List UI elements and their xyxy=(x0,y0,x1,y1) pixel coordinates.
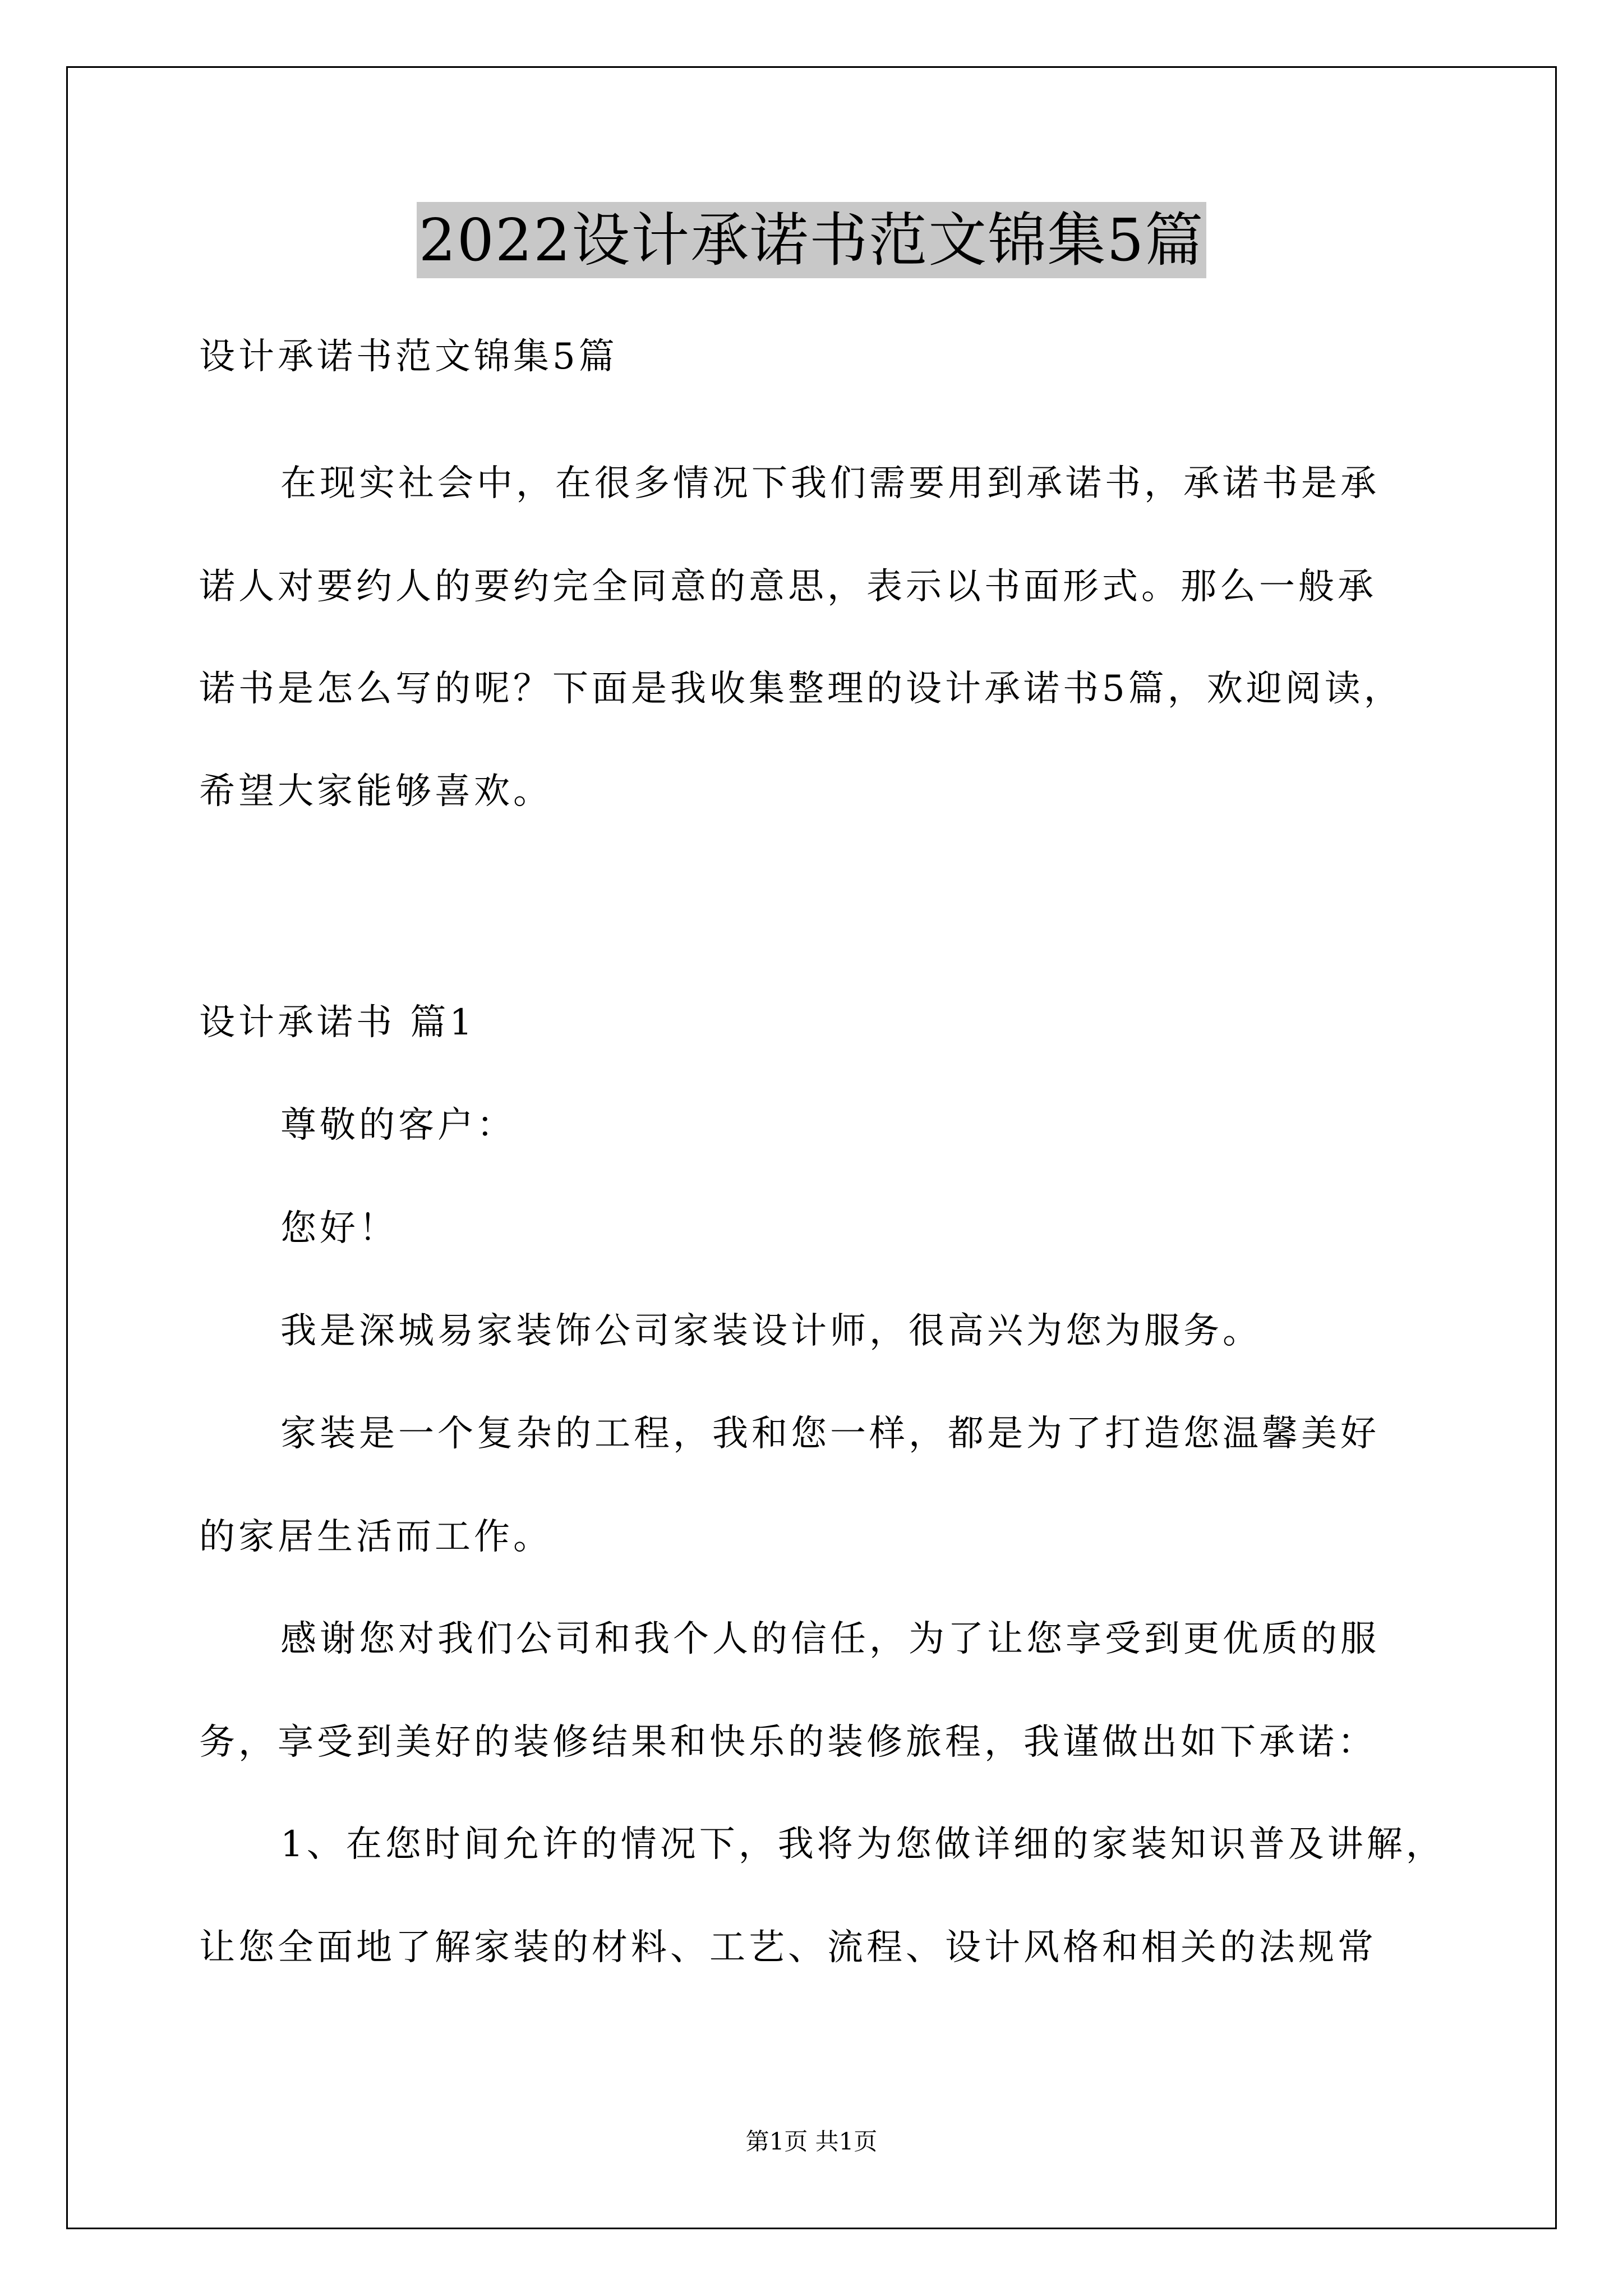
paragraph-line: 感谢您对我们公司和我个人的信任，为了让您享受到更优质的服 xyxy=(280,1618,1380,1660)
paragraph-line: 我是深城易家装饰公司家装设计师，很高兴为您为服务。 xyxy=(280,1310,1262,1352)
paragraph-line: 家装是一个复杂的工程，我和您一样，都是为了打造您温馨美好 xyxy=(280,1413,1380,1455)
greeting: 您好！ xyxy=(280,1208,398,1249)
list-item-line: 1、在您时间允许的情况下，我将为您做详细的家装知识普及讲解， xyxy=(280,1824,1445,1865)
title-container xyxy=(0,202,1623,278)
salutation: 尊敬的客户： xyxy=(280,1105,516,1146)
paragraph-line: 希望大家能够喜欢。 xyxy=(199,771,552,812)
paragraph-line: 在现实社会中，在很多情况下我们需要用到承诺书，承诺书是承 xyxy=(280,463,1380,504)
paragraph-line: 诺书是怎么写的呢？下面是我收集整理的设计承诺书5篇，欢迎阅读， xyxy=(199,668,1403,710)
document-subtitle: 设计承诺书范文锦集5篇 xyxy=(199,336,618,378)
paragraph-line: 务，享受到美好的装修结果和快乐的装修旅程，我谨做出如下承诺： xyxy=(199,1722,1377,1763)
section-heading: 设计承诺书 篇1 xyxy=(199,1002,476,1043)
page-footer: 第1页 共1页 xyxy=(745,2128,878,2155)
paragraph-line: 的家居生活而工作。 xyxy=(199,1516,552,1558)
document-title: 2022设计承诺书范文锦集5篇 xyxy=(417,202,1207,278)
paragraph-line: 诺人对要约人的要约完全同意的意思，表示以书面形式。那么一般承 xyxy=(199,566,1377,608)
list-item-line: 让您全面地了解家装的材料、工艺、流程、设计风格和相关的法规常 xyxy=(199,1927,1377,1968)
